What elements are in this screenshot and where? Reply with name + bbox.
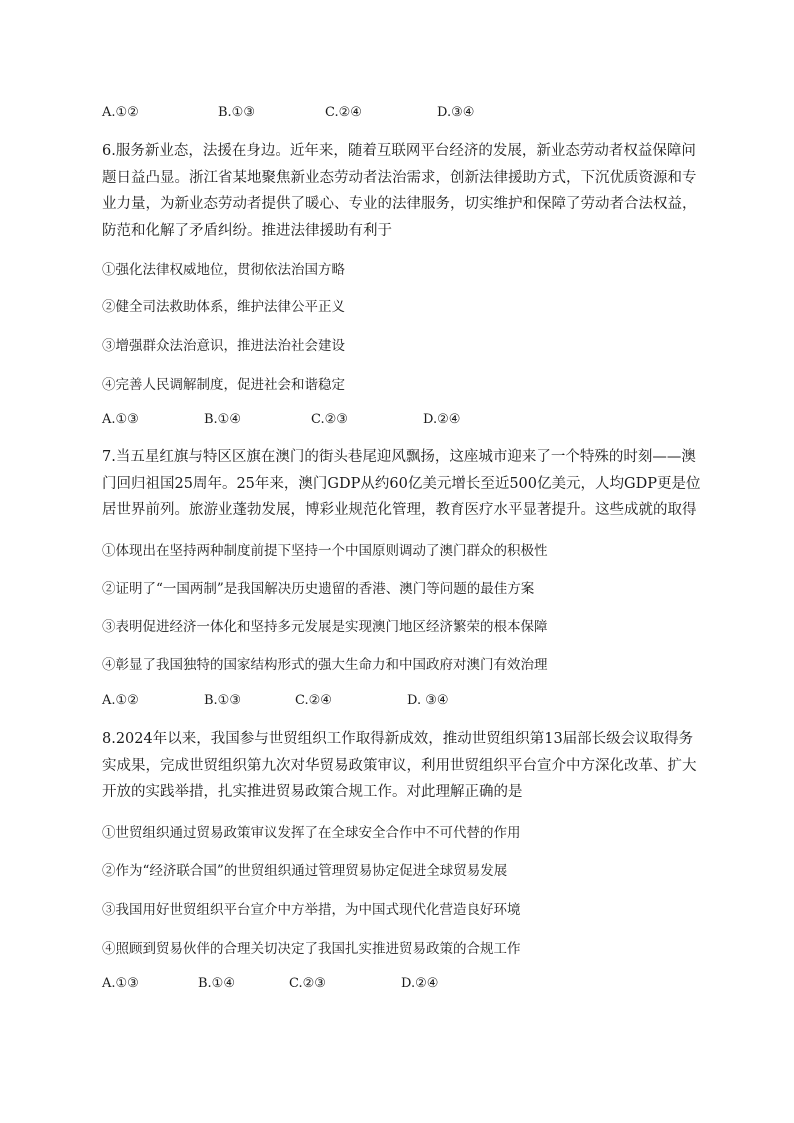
q7-option-c: C.②④ — [295, 693, 332, 708]
q6-item-3: ③增强群众法治意识，推进法治社会建设 — [102, 338, 345, 354]
q8-option-a: A.①③ — [102, 976, 139, 991]
q8-item-4: ④照顾到贸易伙伴的合理关切决定了我国扎实推进贸易政策的合规工作 — [102, 941, 521, 957]
q8-item-3: ③我国用好世贸组织平台宣介中方举措，为中国式现代化营造良好环境 — [102, 902, 521, 918]
q6-item-4: ④完善人民调解制度，促进社会和谐稳定 — [102, 377, 345, 393]
q6-option-a: A.①③ — [102, 412, 139, 427]
q8-option-b: B.①④ — [198, 976, 235, 991]
q7-option-d: D. ③④ — [407, 693, 449, 708]
q7-item-2: ②证明了“一国两制”是我国解决历史遗留的香港、澳门等问题的最佳方案 — [102, 581, 535, 597]
q7-option-a: A.①② — [102, 693, 139, 708]
q6-item-1: ①强化法律权威地位，贯彻依法治国方略 — [102, 262, 345, 278]
q5-option-c: C.②④ — [325, 105, 362, 120]
q5-option-a: A.①② — [102, 105, 139, 120]
q7-item-3: ③表明促进经济一体化和坚持多元发展是实现澳门地区经济繁荣的根本保障 — [102, 619, 548, 635]
q8-stem: 8.2024年以来，我国参与世贸组织工作取得新成效，推动世贸组织第13届部长级会议取得务实成果，完成世贸组织第九次对华贸易政策审议，利用世贸组织平台宣介中方深化改革、扩大开放的实践举措，扎实推进贸易政策合规工作。对此理解正确的是 — [102, 731, 697, 800]
q6-option-b: B.①④ — [204, 412, 241, 427]
q6-stem: 6.服务新业态，法援在身边。近年来，随着互联网平台经济的发展，新业态劳动者权益保障问题日益凸显。浙江省某地聚焦新业态劳动者法治需求，创新法律援助方式，下沉优质资源和专业力量，为新业态劳动者提供了暖心、专业的法律服务，切实维护和保障了劳动者合法权益，防范和化解了矛盾纠纷。推进法律援助有利于 — [102, 143, 697, 239]
q8-option-c: C.②③ — [289, 976, 326, 991]
q6-item-2: ②健全司法救助体系，维护法律公平正义 — [102, 299, 345, 315]
q7-item-4: ④彰显了我国独特的国家结构形式的强大生命力和中国政府对澳门有效治理 — [102, 657, 548, 673]
q8-item-1: ①世贸组织通过贸易政策审议发挥了在全球安全合作中不可代替的作用 — [102, 825, 521, 841]
q5-option-d: D.③④ — [437, 105, 475, 120]
q7-option-b: B.①③ — [204, 693, 241, 708]
q8-item-2: ②作为“经济联合国”的世贸组织通过管理贸易协定促进全球贸易发展 — [102, 863, 508, 879]
q7-item-1: ①体现出在坚持两种制度前提下坚持一个中国原则调动了澳门群众的积极性 — [102, 543, 548, 559]
q6-option-c: C.②③ — [311, 412, 348, 427]
q5-option-b: B.①③ — [218, 105, 255, 120]
q8-option-d: D.②④ — [401, 976, 439, 991]
q6-option-d: D.②④ — [423, 412, 461, 427]
q7-stem: 7.当五星红旗与特区区旗在澳门的街头巷尾迎风飘扬，这座城市迎来了一个特殊的时刻——澳门回归祖国25周年。25年来，澳门GDP从约60亿美元增长至近500亿美元，人均GDP更是位居世界前列。旅游业蓬勃发展，博彩业规范化管理，教育医疗水平显著提升。这些成就的取得 — [102, 449, 701, 518]
